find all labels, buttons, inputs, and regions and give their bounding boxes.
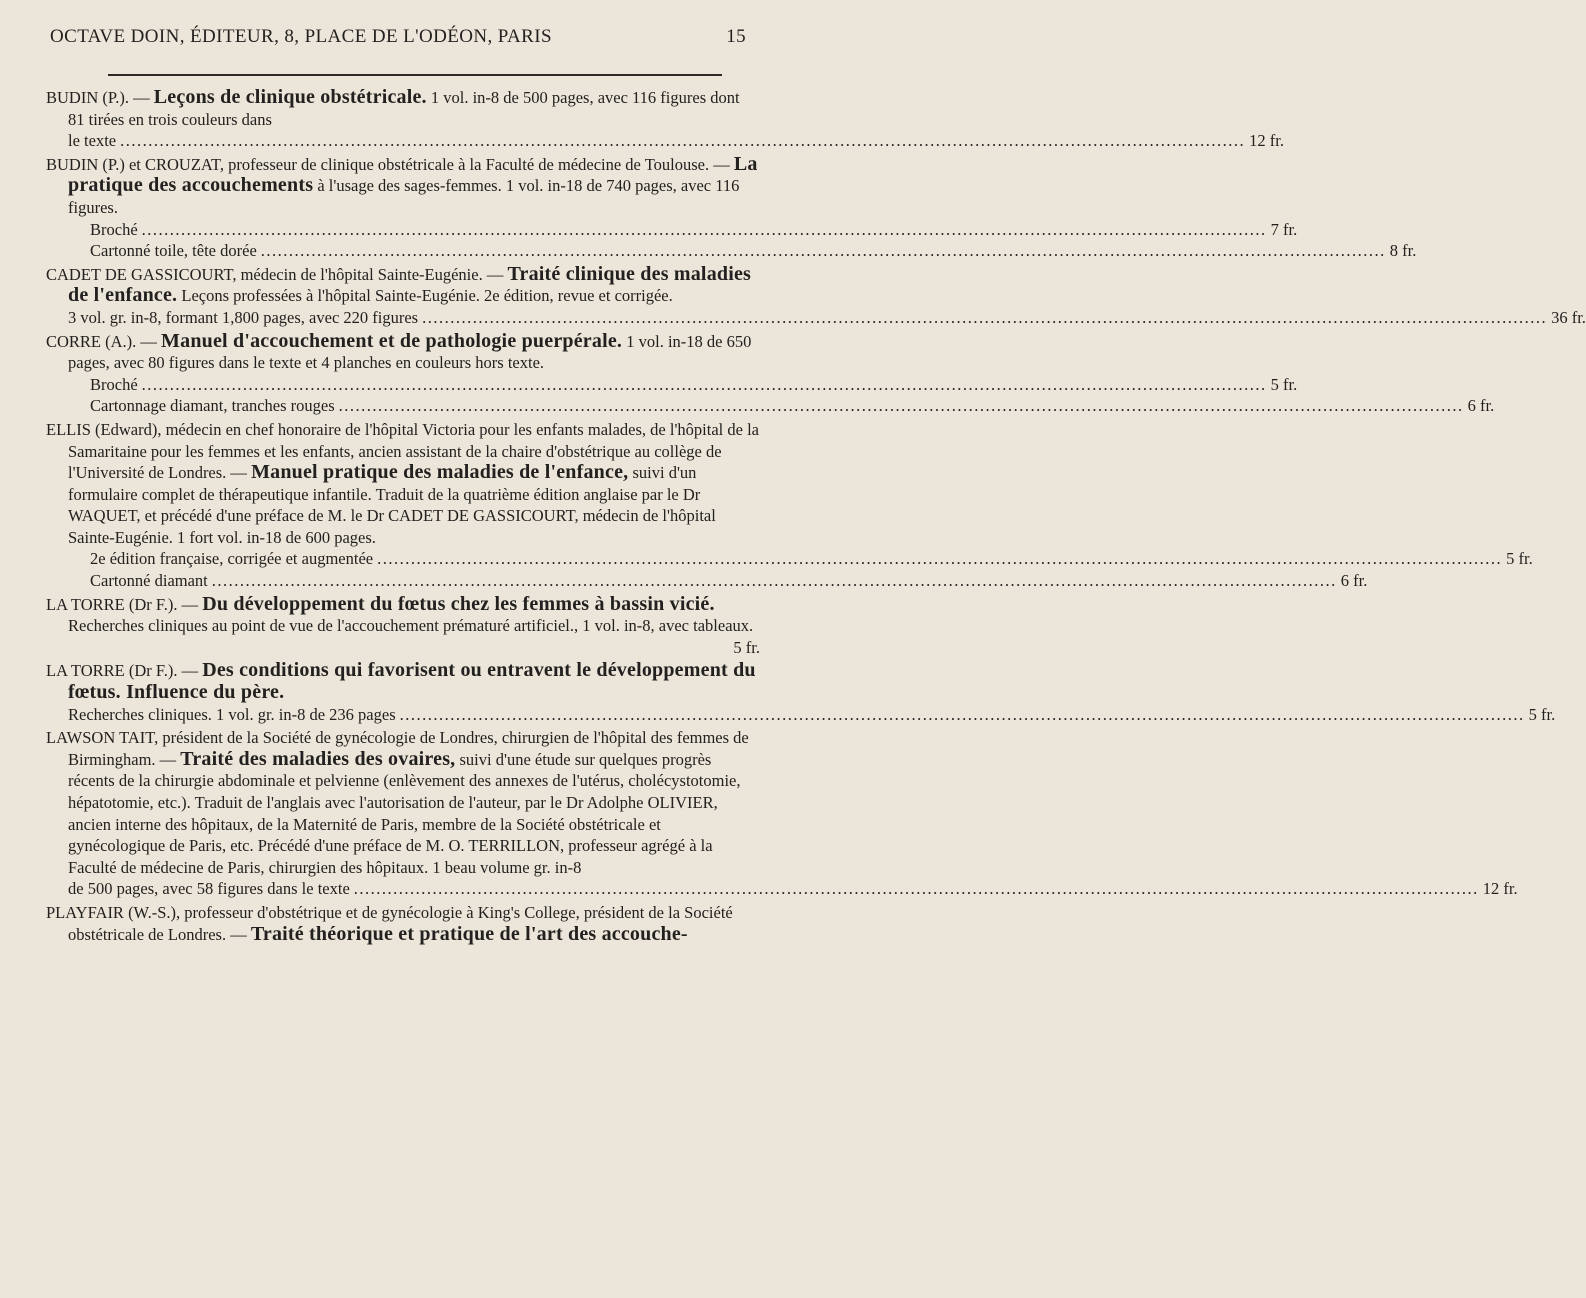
price-label: Cartonné toile, tête dorée — [90, 241, 257, 261]
entry-price: 12 fr. — [1482, 879, 1518, 899]
catalogue-entry — [46, 262, 1586, 329]
leader-dots: ........................................................................................................................................................................................................ — [120, 131, 1246, 151]
entry-title: Manuel pratique des maladies de l'enfance, — [251, 461, 629, 484]
entry-author: LA TORRE (Dr F.). — — [46, 661, 203, 681]
catalogue-entries — [46, 86, 1586, 947]
price-line — [68, 307, 1586, 329]
price-label: Cartonné diamant — [90, 571, 208, 591]
price-line — [68, 704, 1556, 726]
price-label: 3 vol. gr. in-8, formant 1,800 pages, avec 220 figures — [68, 307, 419, 327]
entry-author: CADET DE GASSICOURT, médecin de l'hôpital Sainte-Eugénie. — — [46, 264, 508, 284]
entry-price: 6 fr. — [1340, 571, 1368, 591]
entry-title: Leçons de clinique obstétricale. — [153, 86, 427, 108]
entry-title: La pratique des accouchements — [68, 152, 758, 197]
leader-dots: ........................................................................................................................................................................................................ — [377, 549, 1503, 569]
entry-price: 8 fr. — [1389, 241, 1417, 261]
price-line — [68, 548, 1533, 570]
leader-dots: ........................................................................................................................................................................................................ — [211, 571, 1337, 591]
catalogue-entry — [46, 86, 1284, 152]
entry-author: CORRE (A.). — — [46, 331, 162, 351]
entry-author: BUDIN (P.). — — [46, 88, 154, 107]
price-line — [68, 130, 1284, 152]
entry-price: 6 fr. — [1467, 396, 1495, 416]
entry-title: Traité théorique et pratique de l'art des accouche- — [250, 922, 688, 945]
entry-title: Manuel d'accouchement et de pathologie puerpérale. — [161, 329, 623, 352]
leader-dots: ........................................................................................................................................................................................................ — [141, 374, 1267, 394]
entry-description: suivi d'une étude sur quelques progrès récents de la chirurgie abdominale et pelvienne (enlèvement des annexes de l'utérus, cholécystotomie, hépatotomie, etc.). Traduit de l'anglais avec l'autorisation de l'auteur, par le Dr Adolphe OLIVIER, ancien interne des hôpitaux, de la Maternité de Paris, membre de la Société obstétricale et gynécologique de Paris, etc. Précédé d'une préface de M. O. TERRILLON, professeur agrégé à la Faculté de médecine de Paris, chirurgien des hôpitaux. 1 beau volume gr. in-8 — [68, 749, 741, 877]
entry-price: 5 fr. — [733, 637, 760, 657]
leader-dots: ........................................................................................................................................................................................................ — [260, 241, 1386, 261]
leader-dots: ........................................................................................................................................................................................................ — [338, 396, 1464, 416]
entry-author: LA TORRE (Dr F.). — — [46, 594, 203, 614]
entry-author: BUDIN (P.) et CROUZAT, professeur de clinique obstétricale à la Faculté de médecine de Toulouse. — — [46, 154, 734, 174]
price-line — [68, 395, 1495, 417]
catalogue-entry — [46, 152, 1417, 262]
entry-price: 12 fr. — [1249, 131, 1284, 151]
price-line — [68, 878, 1518, 900]
price-label: de 500 pages, avec 58 figures dans le texte — [68, 879, 350, 899]
entry-price: 36 fr. — [1551, 307, 1586, 327]
publisher-line: OCTAVE DOIN, ÉDITEUR, 8, PLACE DE L'ODÉON, PARIS — [50, 26, 552, 47]
entry-description: suivi d'un formulaire complet de thérapeutique infantile. Traduit de la quatrième édition anglaise par le Dr WAQUET, et précédé d'une préface de M. le Dr CADET DE GASSICOURT, médecin de l'hôpital Sainte-Eugénie. 1 fort vol. in-18 de 600 pages. — [68, 463, 716, 547]
price-line — [68, 374, 1298, 396]
entry-title: Traité clinique des maladies de l'enfance. — [68, 262, 752, 307]
entry-description: Leçons professées à l'hôpital Sainte-Eugénie. 2e édition, revue et corrigée. — [177, 286, 673, 306]
header-rule — [108, 74, 722, 76]
leader-dots: ........................................................................................................................................................................................................ — [353, 879, 1479, 899]
entry-title: Des conditions qui favorisent ou entravent le développement du fœtus. Influence du père. — [68, 659, 756, 704]
entry-price: 5 fr. — [1528, 704, 1556, 724]
price-label: 2e édition française, corrigée et augmentée — [90, 549, 374, 569]
price-line — [68, 570, 1368, 592]
entry-author: ELLIS (Edward), médecin en chef honoraire de l'hôpital Victoria pour les enfants malades, de l'hôpital de la Samaritaine pour les femmes et les enfants, ancien assistant de la chaire d'obstétrique au collège de l'Université de Londres. — — [46, 419, 759, 483]
leader-dots: ........................................................................................................................................................................................................ — [422, 307, 1548, 327]
entry-title: Du développement du fœtus chez les femmes à bassin vicié. — [202, 592, 715, 615]
price-line — [68, 219, 1298, 241]
price-label: Recherches cliniques. 1 vol. gr. in-8 de 236 pages — [68, 704, 396, 724]
catalogue-entry — [46, 727, 1518, 900]
leader-dots: ........................................................................................................................................................................................................ — [399, 704, 1525, 724]
page-number: 15 — [726, 26, 746, 47]
leader-dots: ........................................................................................................................................................................................................ — [141, 219, 1267, 239]
entry-title: Traité des maladies des ovaires, — [180, 747, 456, 770]
entry-price: 5 fr. — [1270, 374, 1298, 394]
entry-price: 5 fr. — [1506, 549, 1533, 569]
entry-price: 7 fr. — [1270, 219, 1298, 239]
entry-author: LAWSON TAIT, président de la Société de gynécologie de Londres, chirurgien de l'hôpital des femmes de Birmingham. — — [46, 728, 749, 769]
price-label: Broché — [90, 374, 138, 394]
entry-description: Recherches cliniques au point de vue de l'accouchement prématuré artificiel., 1 vol. in-8, avec tableaux. — [68, 616, 754, 636]
price-label: Cartonnage diamant, tranches rouges — [90, 396, 335, 416]
entry-description: 1 vol. in-18 de 650 pages, avec 80 figures dans le texte et 4 planches en couleurs hors texte. — [68, 331, 752, 373]
catalogue-entry — [46, 419, 1533, 592]
catalogue-entry — [46, 902, 760, 945]
entry-description: à l'usage des sages-femmes. 1 vol. in-18 de 740 pages, avec 116 figures. — [68, 176, 740, 217]
price-label: Broché — [90, 219, 138, 239]
running-header — [50, 26, 746, 48]
entry-author: PLAYFAIR (W.-S.), professeur d'obstétrique et de gynécologie à King's College, président de la Société obstétricale de Londres. — — [46, 902, 733, 944]
catalogue-entry — [46, 659, 1556, 725]
catalogue-entry — [46, 329, 1495, 417]
entry-description: 1 vol. in-8 de 500 pages, avec 116 figures dont 81 tirées en trois couleurs dans — [68, 88, 740, 129]
price-label: le texte — [68, 131, 117, 151]
price-line — [68, 240, 1417, 262]
catalogue-entry — [46, 594, 760, 659]
